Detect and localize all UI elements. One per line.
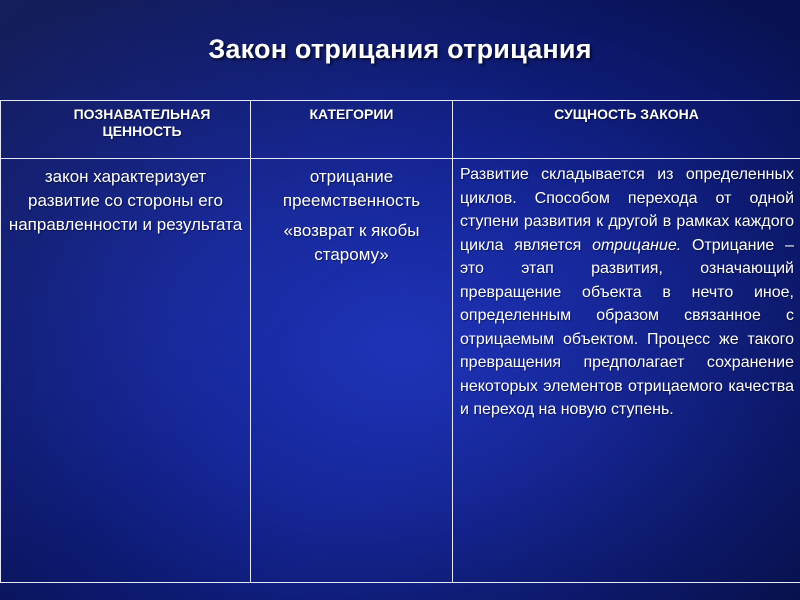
table-header-row <box>1 101 800 159</box>
essence-italic-term: отрицание. <box>592 236 682 254</box>
category-item: отрицание преемственность <box>282 167 421 210</box>
slide-title: Закон отрицания отрицания <box>208 34 592 64</box>
essence-text-end: Отрицание – это этап развития, означающий превращение объекта в нечто иное, определенным образом связанное с отрицаемым объектом. Процесс же такого превращения предполагает сохранение некоторых элементов отрицаемого качества и переход на новую ступень. <box>460 236 794 418</box>
cell-cognitive-value: закон характеризует развитие со стороны его направленности и результата <box>1 159 251 583</box>
table-row <box>1 159 800 583</box>
cell-categories <box>251 159 453 583</box>
header-essence: СУЩНОСТЬ ЗАКОНА <box>453 101 800 159</box>
header-cognitive-value: ПОЗНАВАТЕЛЬНАЯ ЦЕННОСТЬ <box>1 101 251 159</box>
category-item: «возврат к якобы старому» <box>283 221 420 264</box>
header-categories: КАТЕГОРИИ <box>251 101 453 159</box>
essence-text-start: Развитие складывается из определенных циклов. Способом перехода от одной ступени развития к другой в рамках каждого цикла является <box>460 166 794 254</box>
cell-essence <box>453 159 800 583</box>
law-table <box>0 100 800 583</box>
